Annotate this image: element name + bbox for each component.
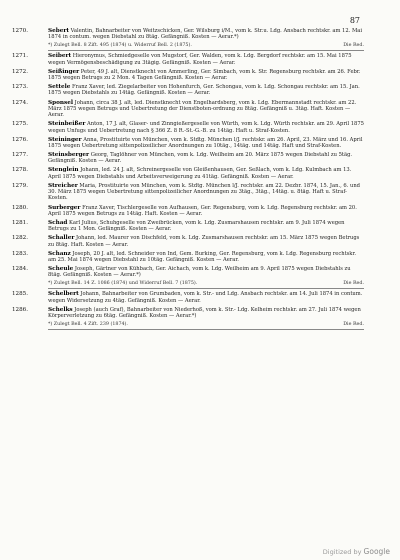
- footnote-editor-tag: Die Red.: [343, 43, 364, 49]
- list-item: [12, 84, 364, 97]
- list-item: [12, 167, 364, 180]
- page-number: 87: [349, 16, 360, 25]
- footnote-text: *) Zulegt Bell. 4 Zift. 239 (1874).: [48, 322, 128, 328]
- watermark: [323, 547, 390, 556]
- entry-text: Johann, Bahnarbeiter von Grumbaden, vom k. Str.- und Ldg. Ansbach rechtskr. am 14. Juli 1874 in contum. wegen Widersetzung zu 4täg. Gefängniß. Kosten — Aerar.: [48, 291, 363, 304]
- entry-number: 1279.: [12, 182, 29, 189]
- entry-surname: Seißinger: [48, 68, 80, 75]
- entry-surname: Steinbeißer: [48, 121, 86, 128]
- divider: [48, 329, 364, 330]
- entry-surname: Sebert: [48, 28, 69, 34]
- entry-surname: Sponsel: [48, 99, 73, 106]
- list-item: [12, 205, 364, 218]
- entry-surname: Scheule: [48, 266, 74, 273]
- entry-number: 1280.: [12, 204, 29, 211]
- entry-text: Georg, Taglöhner von München, vom k. Ldg. Weilheim am 20. März 1875 wegen Diebstahl zu 5täg. Gefängniß. Kosten — Aerar.: [48, 152, 353, 165]
- entry-surname: Steinsberger: [48, 152, 90, 159]
- entry-number: 1283.: [12, 250, 29, 257]
- entry-surname: Schelks: [48, 306, 73, 313]
- entry-number: 1274.: [12, 99, 29, 106]
- entry-text: Anna, Prostituirte von München, vom k. Stdtg. München l/J. rechtskr. am 26. April, 23. März und 16. April 1875 wegen Uebertretung sittenpolizeilicher Anordnungen zu 10täg., 14täg. und 14täg. Haft und Straf-Kosten.: [48, 136, 363, 149]
- entry-number: 1286.: [12, 306, 29, 313]
- entry-number: 1270.: [12, 28, 29, 34]
- list-item: [12, 266, 364, 279]
- entry-text: Johann, circa 38 J. alt, led. Dienstknecht von Engelhardsberg, vom k. Ldg. Ebermannstadt rechtskr. am 22. März 1875 wegen Betrugs und Uebertretung der Dienstboten-ordnung zu 8täg. Gefängniß u. 3täg. Haft. Kosten — Aerar.: [48, 99, 357, 119]
- entry-surname: Surberger: [48, 204, 81, 211]
- entry-surname: Schaller: [48, 235, 75, 242]
- list-item: [12, 220, 364, 233]
- entry-text: Valentin, Bahnarbeiter von Weitzschicken, Ger. Wilsburg i/M., vom k. Str.u. Ldg. Ansbach rechtskr. am 12. Mai 1874 in contum. wegen Diebstahl zu 8täg. Gefängniß. Kosten — Aerar.*): [48, 28, 363, 41]
- entry-number: 1277.: [12, 152, 29, 159]
- entry-surname: Seibert: [48, 53, 72, 60]
- entry-surname: Stenglein: [48, 167, 79, 174]
- entry-number: 1282.: [12, 235, 29, 242]
- entry-text: Peter, 49 J. alt, Dienstknecht von Ammerling, Ger. Simbach, vom k. Str. Regensburg rechtskr. am 26. Febr. 1875 wegen Betrugs zu 2 Mon. 4 Tagen Gefängniß. Kosten — Aerar.: [48, 68, 361, 82]
- entry-number: 1276.: [12, 136, 29, 143]
- entry-text: Anton, 17 J. alt, Glaser- und Zinngießergeselle von Würth, vom k. Ldg. Würth rechtskr. am 29. April 1875 wegen Unfugs und Uebertretung nach § 366 Z. 8 R.-St.-G.-B. zu 14täg. Haft u. Straf-Kosten.: [48, 121, 364, 134]
- entry-text: Franz Xaver, led. Ziegelarbeiter von Hohenfurch, Ger. Schongau, vom k. Ldg. Schongau rechtskr. am 15. Jan. 1875 wegen Diebstahls zu 14täg. Gefängniß. Kosten — Aerar.: [48, 84, 360, 97]
- list-item: [12, 183, 364, 202]
- entry-text: Maria, Prostituirte von München, vom k. Stdtg. München l/J. rechtskr. am 22. Dezbr. 1874, 15. Jan., 6. und 30. März 1875 wegen Uebertretung sittenpolizeilicher Anordnungen zu 3täg., 3täg., 14täg. u. 8täg. Haft u. Straf-Kosten.: [48, 182, 360, 202]
- footnote-text: *) Zulegt Bell. 8 Zift. 495 (1874) u. Widerruf Bell. 2 (1875).: [48, 43, 192, 49]
- list-item: [12, 28, 364, 41]
- list-item: [12, 251, 364, 264]
- entry-number: 1272.: [12, 68, 29, 75]
- list-item: [12, 53, 364, 66]
- entry-surname: Settele: [48, 84, 71, 91]
- divider: [48, 288, 364, 289]
- footnote-text: *) Zulegt Bell. 14 Z. 1086 (1874) und Widerruf Bell. 7 (1875).: [48, 281, 198, 287]
- entry-footnote: [12, 322, 364, 328]
- entry-text: Hieronymus, Schmiedgeselle von Mugstorf, Ger. Walden, vom k. Ldg. Bergdorf rechtskr. am 15. Mai 1875 wegen Vermögensbeschädigung zu 3tägig. Gefängniß. Kosten — Aerar.: [48, 53, 352, 66]
- entry-text: Karl Julius, Schuhgeselle von Zweibrücken, vom k. Ldg. Zusmarshausen rechtskr. am 9. Juli 1874 wegen Betrugs zu 1 Mon. Gefängniß. Kosten — Aerar.: [48, 219, 345, 233]
- list-item: [12, 152, 364, 165]
- list-item: [12, 69, 364, 82]
- entry-number: 1271.: [12, 53, 29, 60]
- footnote-editor-tag: Die Red.: [343, 322, 364, 328]
- entry-surname: Streicher: [48, 182, 78, 189]
- entry-footnote: [12, 281, 364, 287]
- list-item: [12, 291, 364, 304]
- entry-number: 1281.: [12, 219, 29, 226]
- entry-surname: Schad: [48, 219, 68, 226]
- divider: [48, 50, 364, 51]
- entry-footnote: [12, 43, 364, 49]
- entry-surname: Steininger: [48, 136, 82, 143]
- entry-text: Joseph (auch Graf), Bahnarbeiter von Niederhoß, vom k. Str.- Ldg. Kelheim rechtskr. am 27. Juli 1874 wegen Körperverletzung zu 6täg. Gefängniß. Kosten — Aerar.*): [48, 306, 361, 320]
- list-item: [12, 100, 364, 119]
- entry-surname: Schanz: [48, 250, 71, 257]
- list-item: [12, 121, 364, 134]
- entry-number: 1284.: [12, 266, 29, 273]
- entry-text: Johann, led. 24 J. alt, Schreinergeselle von Gleißenhausen, Ger. Seßlach, vom k. Ldg. Kulmbach am 13. April 1875 wegen Diebstahls und Arbeitsverweigerung zu 41täg. Gefängniß. Kosten — Aerar.: [48, 167, 352, 180]
- footnote-editor-tag: Die Red.: [343, 281, 364, 287]
- entry-text: Joseph, 20 J. alt, led. Schneider von Ind, Gem. Burking, Ger. Regensburg, vom k. Ldg. Regensburg rechtskr. am 25. Mai 1874 wegen Diebstahl zu 10täg. Gefängniß. Kosten — Aerar.: [48, 250, 357, 263]
- list-item: [12, 307, 364, 320]
- entry-number: 1278.: [12, 167, 29, 174]
- entry-number: 1285.: [12, 291, 29, 298]
- list-item: [12, 137, 364, 150]
- entry-list: [12, 28, 364, 332]
- entry-text: Johann, led. Maurer von Dischfeld, vom k. Ldg. Zusmarshausen rechtskr. am 15. März 1875 wegen Betrugs zu 8täg. Haft. Kosten — Aerar.: [48, 235, 360, 248]
- entry-number: 1273.: [12, 84, 29, 91]
- entry-text: Joseph, Gärtner von Kühbach, Ger. Aichach, vom k. Ldg. Weilheim am 9. April 1875 wegen Diebstahls zu 8täg. Gefängniß. Kosten — Aerar.*): [48, 266, 351, 279]
- entry-text: Franz Xaver, Tischlergeselle von Aufhausen, Ger. Regensburg, vom k. Ldg. Regensburg rechtskr. am 20. April 1875 wegen Betrugs zu 14täg. Haft. Kosten — Aerar.: [48, 204, 357, 217]
- entry-surname: Schelbert: [48, 291, 79, 298]
- entry-number: 1275.: [12, 121, 29, 128]
- watermark-prefix: Digitized by: [322, 548, 362, 556]
- list-item: [12, 235, 364, 248]
- google-logo: Google: [363, 547, 390, 556]
